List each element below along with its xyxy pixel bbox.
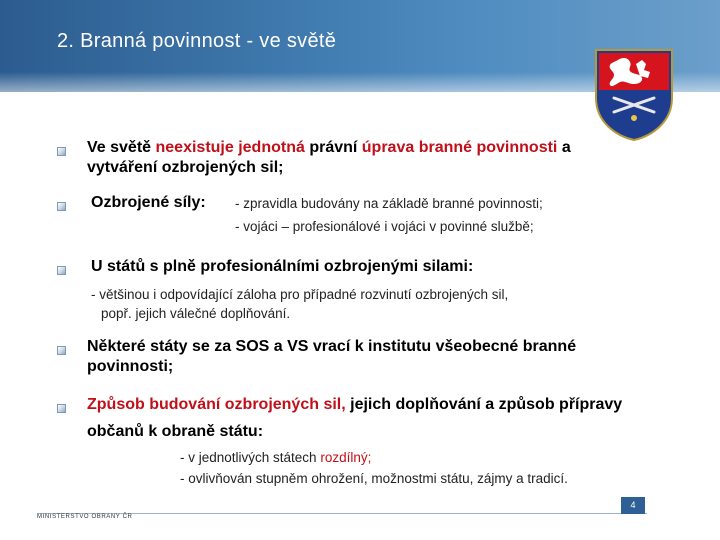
bullet-5-line-1: Způsob budování ozbrojených sil, jejich doplňování a způsob přípravy <box>87 396 623 413</box>
bullet-5-sub-2: - ovlivňován stupněm ohrožení, možnostmi státu, zájmy a tradicí. <box>180 471 568 486</box>
bullet-2-label: Ozbrojené síly: <box>91 194 206 211</box>
slide-title: 2. Branná povinnost - ve světě <box>57 30 337 52</box>
bullet-2-sub-2: - vojáci – profesionálové i vojáci v povinné službě; <box>235 219 534 234</box>
bullet-square-icon <box>57 266 66 275</box>
bullet-2-sub-1: - zpravidla budovány na základě branné povinnosti; <box>235 196 543 211</box>
bullet-3-label: U států s plně profesionálními ozbrojenými silami: <box>91 258 474 275</box>
ministry-emblem-icon <box>592 46 676 142</box>
footer-ministry: MINISTERSTVO OBRANY ČR <box>37 514 133 520</box>
bullet-4-line-1: Některé státy se za SOS a VS vrací k institutu všeobecné branné <box>87 338 577 355</box>
bullet-square-icon <box>57 346 66 355</box>
bullet-square-icon <box>57 147 66 156</box>
bullet-5-line-2: občanů k obraně státu: <box>87 423 264 440</box>
bullet-4-line-2: povinnosti; <box>87 358 174 375</box>
bullet-1-line-1: Ve světě neexistuje jednotná právní úprava branné povinnosti a <box>87 139 571 156</box>
bullet-square-icon <box>57 202 66 211</box>
bullet-5-sub-1: - v jednotlivých státech rozdílný; <box>180 450 372 465</box>
page-number: 4 <box>621 497 645 514</box>
bullet-1-line-2: vytváření ozbrojených sil; <box>87 159 284 176</box>
bullet-3-sub-2: popř. jejich válečné doplňování. <box>101 306 291 321</box>
bullet-3-sub-1: - většinou i odpovídající záloha pro případné rozvinutí ozbrojených sil, <box>91 287 509 302</box>
bullet-square-icon <box>57 404 66 413</box>
